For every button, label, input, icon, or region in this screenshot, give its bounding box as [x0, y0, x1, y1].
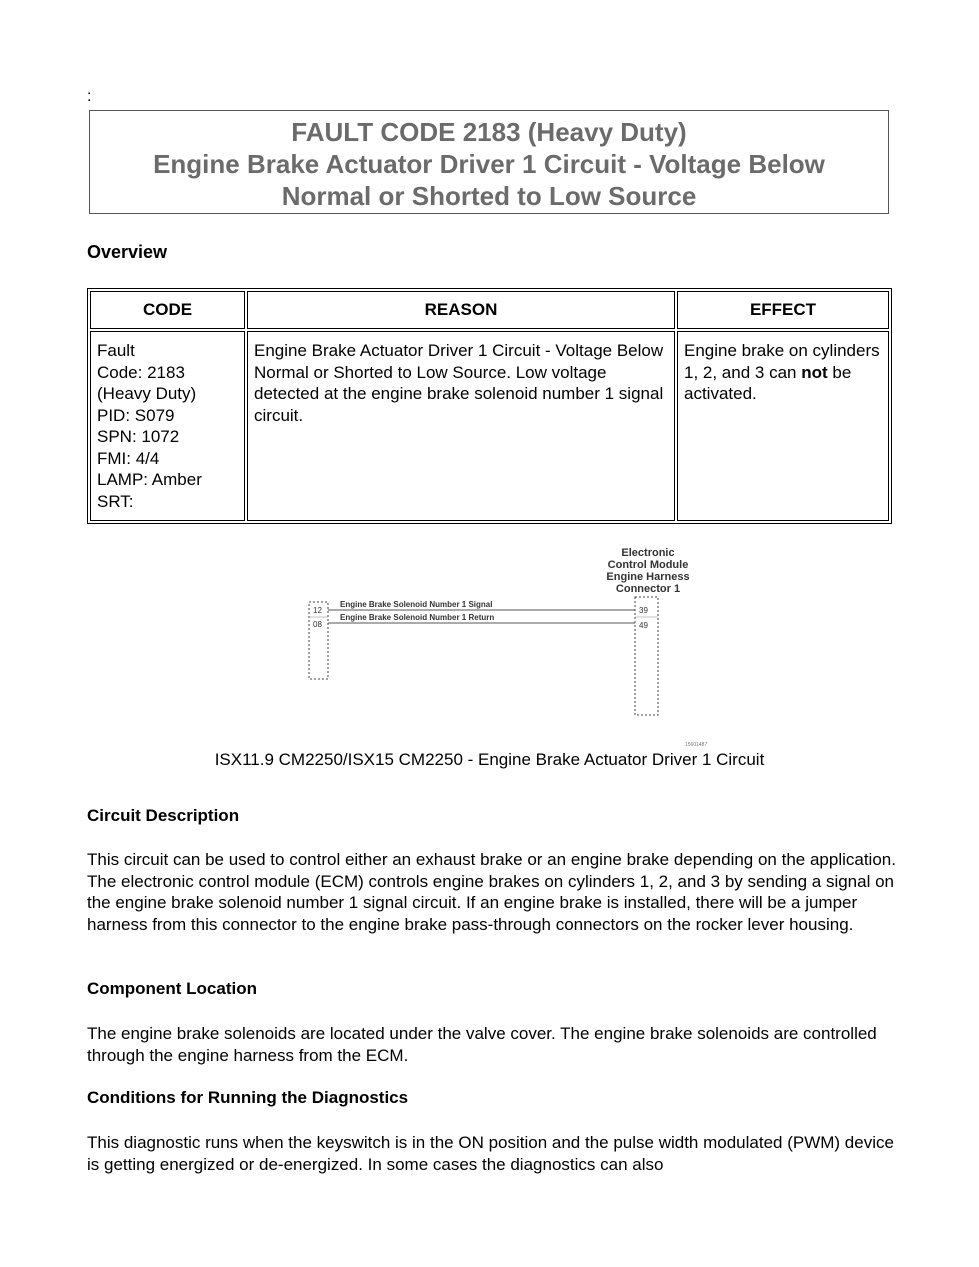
- code-line: SPN: 1072: [97, 427, 180, 446]
- page-marker: :: [87, 88, 92, 105]
- effect-emphasis: not: [801, 362, 828, 382]
- effect-text: Engine brake on cylinders 1, 2, and 3 can: [684, 341, 880, 382]
- code-cell: [90, 331, 245, 521]
- wire-label-signal: Engine Brake Solenoid Number 1 Signal: [340, 600, 493, 609]
- right-pin: 49: [639, 621, 648, 630]
- code-line: Fault: [97, 341, 135, 360]
- circuit-diagram: [300, 540, 720, 750]
- circuit-description-heading: Circuit Description: [87, 806, 240, 825]
- right-pin: 39: [639, 606, 648, 615]
- fault-table: [87, 288, 892, 524]
- left-pin: 08: [313, 620, 322, 629]
- circuit-description-text: This circuit can be used to control either an exhaust brake or an engine brake depending on the application. The electronic control module (ECM) controls engine brakes on cylinders 1, 2, and 3 by sending a signal on the engine brake solenoid number 1 signal circuit. If an engine brake is installed, there will be a jumper harness from this connector to the engine brake pass-through connectors on the rocker lever housing.: [87, 850, 896, 934]
- header-effect: EFFECT: [677, 291, 889, 329]
- header-code: CODE: [90, 291, 245, 329]
- conditions-text: This diagnostic runs when the keyswitch is in the ON position and the pulse width modulated (PWM) device is getting energized or de-energized. In some cases the diagnostics can also: [87, 1133, 894, 1174]
- ecm-label-line: Electronic: [621, 547, 675, 559]
- diagram-reference: 15601487: [685, 742, 708, 748]
- code-line: FMI: 4/4: [97, 448, 160, 468]
- overview-heading: Overview: [87, 242, 168, 262]
- effect-text-end: be activated.: [684, 362, 852, 403]
- ecm-label-line: Engine Harness: [606, 571, 690, 583]
- component-location-text: The engine brake solenoids are located under the valve cover. The engine brake solenoids are controlled through the engine harness from the ECM.: [87, 1024, 877, 1065]
- fault-title-box: [89, 110, 889, 214]
- conditions-heading: Conditions for Running the Diagnostics: [87, 1088, 409, 1107]
- left-pin: 12: [313, 606, 322, 615]
- code-line: PID: S079: [97, 405, 175, 425]
- title-line-2: Engine Brake Actuator Driver 1 Circuit - Voltage Below: [153, 149, 825, 179]
- ecm-label-line: Connector 1: [615, 583, 681, 595]
- code-line: Code: 2183: [97, 362, 185, 382]
- reason-cell: Engine Brake Actuator Driver 1 Circuit - Voltage Below Normal or Shorted to Low Source. Low voltage detected at the engine brake solenoid number 1 signal circuit.: [247, 331, 675, 521]
- header-reason: REASON: [247, 291, 675, 329]
- effect-cell: [677, 331, 889, 521]
- wire-label-return: Engine Brake Solenoid Number 1 Return: [340, 613, 495, 622]
- code-line: SRT:: [97, 491, 134, 511]
- ecm-label-line: Control Module: [607, 559, 689, 571]
- title-line-1: FAULT CODE 2183 (Heavy Duty): [291, 117, 687, 147]
- title-line-3: Normal or Shorted to Low Source: [281, 181, 697, 211]
- diagram-caption: ISX11.9 CM2250/ISX15 CM2250 - Engine Brake Actuator Driver 1 Circuit: [214, 750, 765, 769]
- component-location-heading: Component Location: [87, 979, 257, 998]
- code-line: (Heavy Duty): [97, 384, 197, 403]
- code-line: LAMP: Amber: [97, 470, 202, 489]
